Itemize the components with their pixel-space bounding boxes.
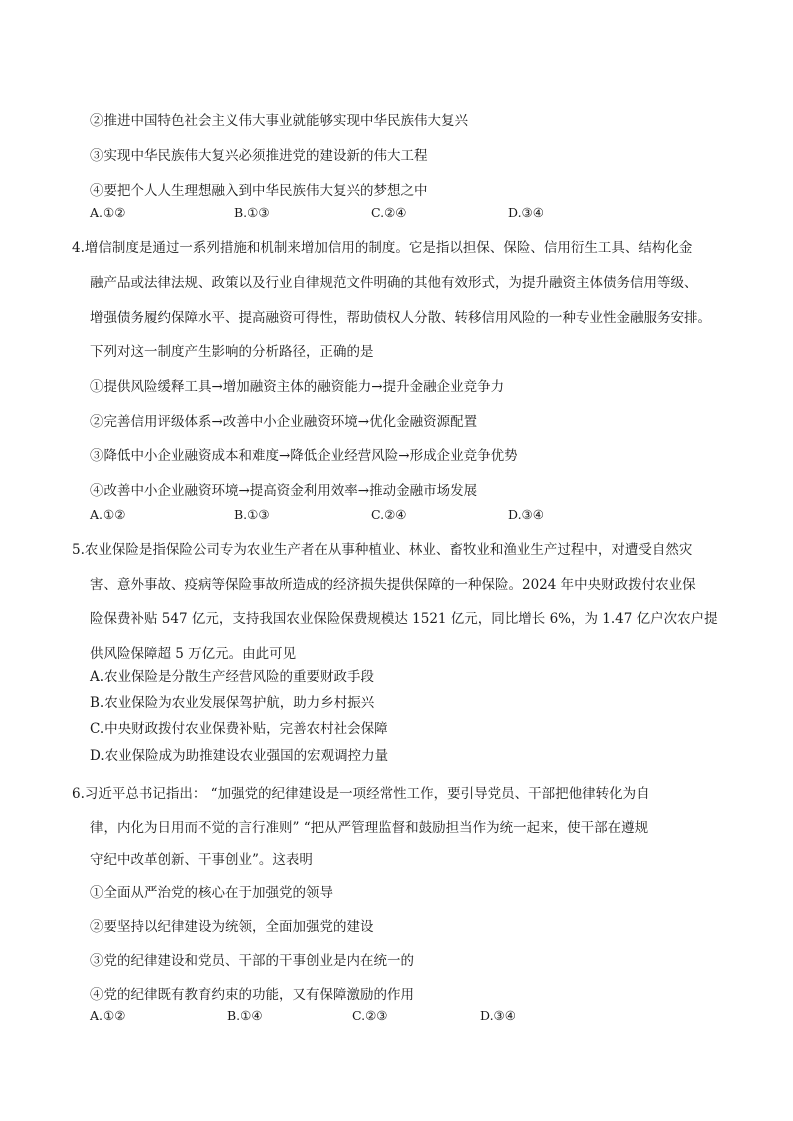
- q5-stem-line-1: 5.农业保险是指保险公司专为农业生产者在从事种植业、林业、畜牧业和渔业生产过程中，对遭受自然灾: [72, 542, 693, 558]
- q4-option-d: D.③④: [508, 507, 544, 522]
- q5-option-c: C.中央财政拨付农业保费补贴，完善农村社会保障: [90, 721, 388, 737]
- q5-option-a: A.农业保险是分散生产经营风险的重要财政手段: [90, 669, 375, 685]
- q6-option-a: A.①②: [90, 1008, 126, 1023]
- q6-item-1: ①全面从严治党的核心在于加强党的领导: [90, 885, 333, 901]
- q5-option-d: D.农业保险成为助推建设农业强国的宏观调控力量: [90, 748, 389, 764]
- q4-item-4: ④改善中小企业融资环境→提高资金利用效率→推动金融市场发展: [90, 483, 478, 499]
- q3-option-a: A.①②: [90, 205, 126, 220]
- q3-statement-3: ③实现中华民族伟大复兴必须推进党的建设新的伟大工程: [90, 148, 428, 164]
- q4-stem-line-1: 4.增信制度是通过一系列措施和机制来增加信用的制度。它是指以担保、保险、信用衍生工具、结构化金: [72, 240, 693, 256]
- q4-option-b: B.①③: [234, 507, 270, 522]
- q5-stem-line-2: 害、意外事故、疫病等保险事故所造成的经济损失提供保障的一种保险。2024 年中央财政拨付农业保: [90, 577, 696, 593]
- q3-option-d: D.③④: [508, 205, 544, 220]
- q6-item-3: ③党的纪律建设和党员、干部的干事创业是内在统一的: [90, 953, 414, 969]
- q5-stem-line-4: 供风险保障超 5 万亿元。由此可见: [90, 646, 297, 662]
- q5-stem-line-3: 险保费补贴 547 亿元，支持我国农业保险保费规模达 1521 亿元，同比增长 6%，为 1.47 亿户次农户提: [90, 611, 718, 627]
- q3-option-b: B.①③: [234, 205, 270, 220]
- q4-stem-line-4: 下列对这一制度产生影响的分析路径，正确的是: [90, 344, 374, 360]
- q3-statement-4: ④要把个人人生理想融入到中华民族伟大复兴的梦想之中: [90, 183, 428, 199]
- q4-option-a: A.①②: [90, 507, 126, 522]
- q5-option-b: B.农业保险为农业发展保驾护航，助力乡村振兴: [90, 695, 375, 711]
- q6-stem-line-3: 守纪中改革创新、干事创业”。这表明: [90, 852, 313, 868]
- q4-item-1: ①提供风险缓释工具→增加融资主体的融资能力→提升金融企业竞争力: [90, 379, 505, 395]
- q6-item-2: ②要坚持以纪律建设为统领，全面加强党的建设: [90, 919, 374, 935]
- q3-statement-2: ②推进中国特色社会主义伟大事业就能够实现中华民族伟大复兴: [90, 113, 468, 129]
- q4-stem-line-2: 融产品或法律法规、政策以及行业自律规范文件明确的其他有效形式，为提升融资主体债务信用等级、: [90, 275, 698, 291]
- q4-item-3: ③降低中小企业融资成本和难度→降低企业经营风险→形成企业竞争优势: [90, 448, 518, 464]
- q6-stem-line-2: 律，内化为日用而不觉的言行准则” “把从严管理监督和鼓励担当作为统一起来，使干部在遵规: [90, 820, 649, 836]
- q6-item-4: ④党的纪律既有教育约束的功能，又有保障激励的作用: [90, 987, 414, 1003]
- q6-option-b: B.①④: [227, 1008, 263, 1023]
- q6-option-c: C.②③: [352, 1008, 388, 1023]
- q6-option-d: D.③④: [480, 1008, 516, 1023]
- q4-item-2: ②完善信用评级体系→改善中小企业融资环境→优化金融资源配置: [90, 414, 478, 430]
- q4-stem-line-3: 增强债务履约保障水平、提高融资可得性，帮助债权人分散、转移信用风险的一种专业性金融服务安排。: [90, 310, 711, 326]
- q3-option-c: C.②④: [371, 205, 407, 220]
- q4-option-c: C.②④: [371, 507, 407, 522]
- q6-stem-line-1: 6.习近平总书记指出： “加强党的纪律建设是一项经常性工作，要引导党员、干部把他律转化为自: [72, 786, 650, 802]
